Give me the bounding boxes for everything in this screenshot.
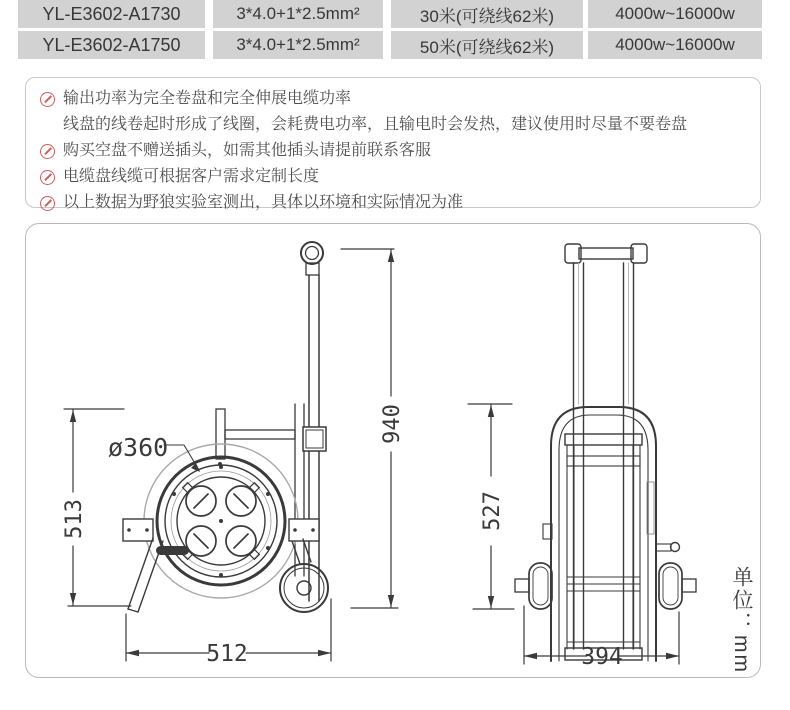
prohibit-icon (40, 92, 55, 107)
dim-label-527: 527 (480, 491, 505, 531)
dim-label-512: 512 (206, 641, 248, 667)
cell-model: YL-E3602-A1730 (18, 0, 205, 28)
dim-label-940: 940 (380, 404, 405, 444)
units-label: 单位：mm (730, 566, 753, 674)
prohibit-icon (40, 170, 55, 185)
cell-length: 50米(可绕线62米) (391, 31, 583, 59)
handle-ring (301, 242, 323, 275)
note-line (38, 164, 750, 190)
technical-drawing (26, 224, 761, 678)
note-text: 输出功率为完全卷盘和完全伸展电缆功率 (63, 90, 352, 107)
rear-wheels (515, 563, 696, 609)
cell-spec: 3*4.0+1*2.5mm² (213, 0, 383, 28)
bullet-spacer (40, 118, 55, 133)
note-text: 电缆盘线缆可根据客户需求定制长度 (63, 168, 320, 185)
rear-view-drawing (468, 244, 696, 664)
note-line (38, 86, 750, 112)
reel-body (543, 434, 680, 660)
cell-model: YL-E3602-A1750 (18, 31, 205, 59)
cell-power: 4000w~16000w (588, 0, 762, 28)
notes-box (25, 77, 761, 211)
cell-length: 30米(可绕线62米) (391, 0, 583, 28)
prohibit-icon (40, 144, 55, 159)
note-line (38, 190, 750, 216)
note-line (38, 112, 750, 138)
dim-label-diameter: ø360 (108, 433, 169, 462)
telescopic-handle (565, 244, 647, 649)
note-text: 以上数据为野狼实验室测出，具体以环境和实际情况为准 (63, 194, 464, 211)
technical-drawing-box (25, 223, 761, 678)
spec-table (18, 0, 762, 62)
note-text: 购买空盘不赠送插头，如需其他插头请提前联系客服 (63, 142, 432, 159)
cell-power: 4000w~16000w (588, 31, 762, 59)
dim-label-394: 394 (581, 644, 623, 670)
cable-reel-drum (144, 444, 298, 598)
dim-label-513: 513 (62, 499, 87, 539)
table-row (18, 0, 762, 28)
table-row (18, 31, 762, 59)
note-line (38, 138, 750, 164)
prohibit-icon (40, 196, 55, 211)
cell-spec: 3*4.0+1*2.5mm² (213, 31, 383, 59)
note-text: 线盘的线卷起时形成了线圈，会耗费电功率，且输电时会发热，建议使用时尽量不要卷盘 (63, 116, 688, 133)
